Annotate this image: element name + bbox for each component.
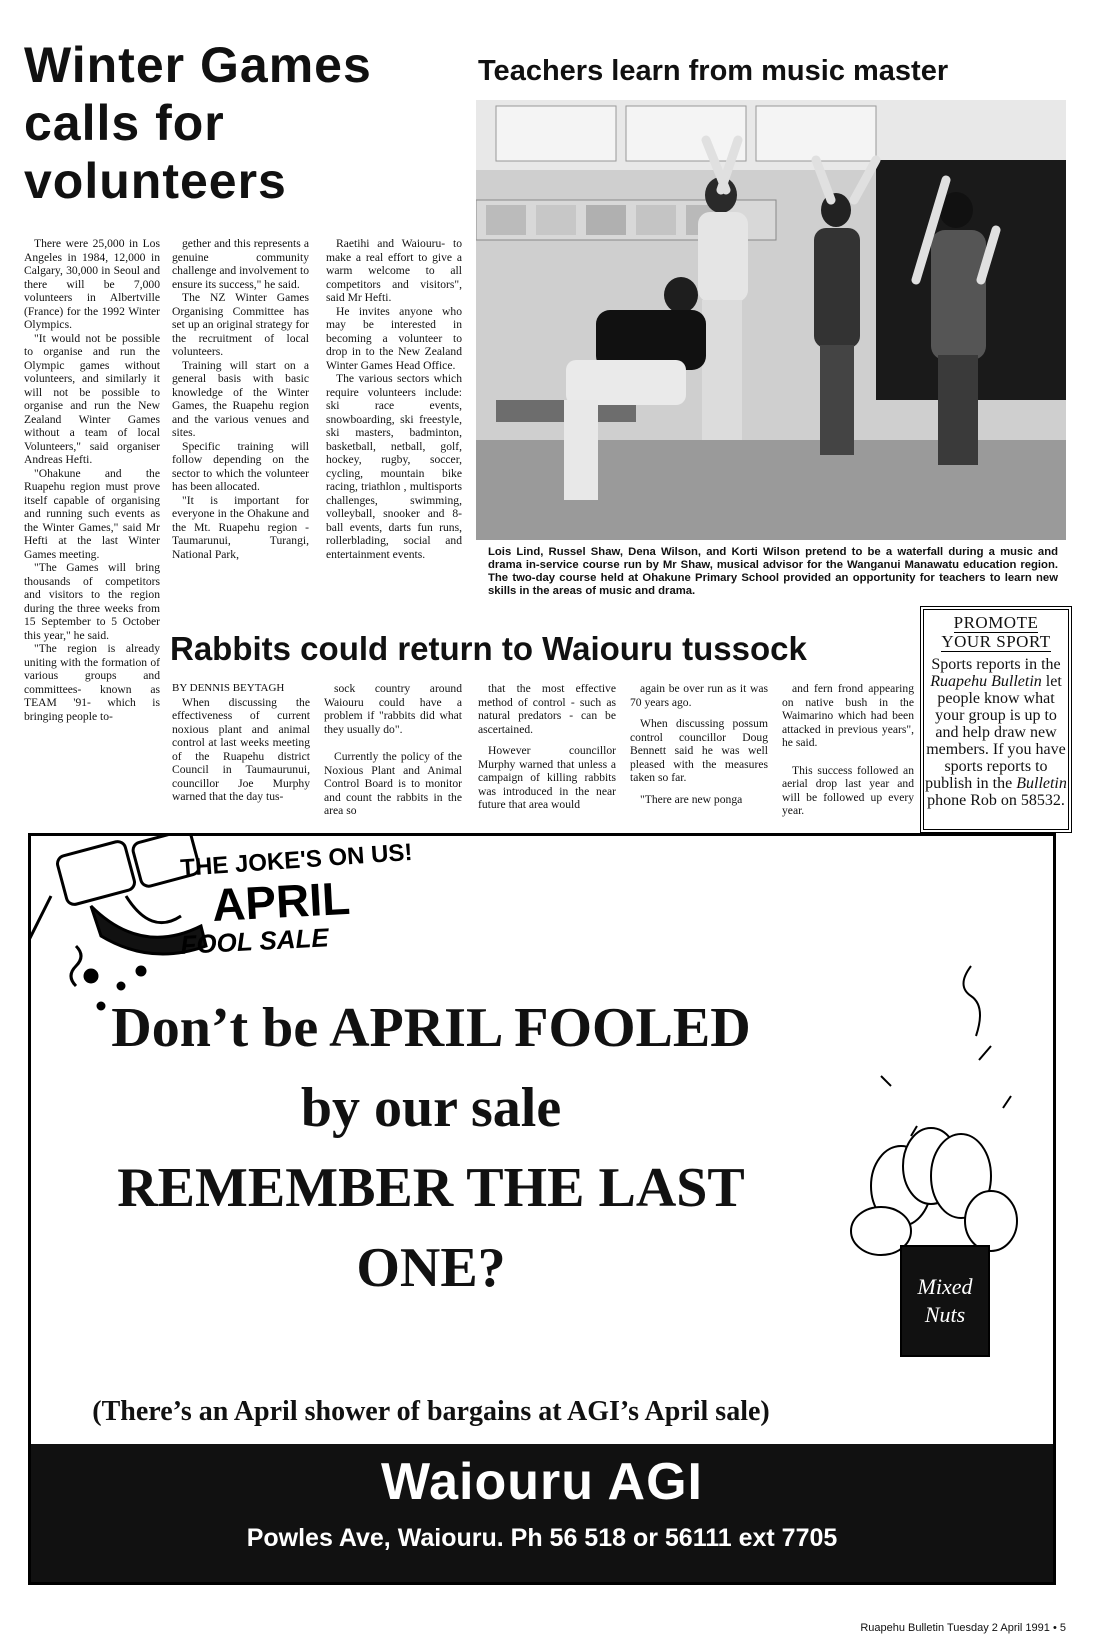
- page-footer: Ruapehu Bulletin Tuesday 2 April 1991 • 5: [860, 1622, 1066, 1634]
- april-fool-sale-advert: [28, 833, 1056, 1585]
- paragraph: When discussing possum control councillor Doug Bennett said he was well pleased with the measures taken so far.: [630, 717, 768, 784]
- promote-your-sport-box: [920, 606, 1072, 833]
- winter-article-column-2: [172, 237, 309, 617]
- paragraph: This success followed an aerial drop last year and will be followed up every year.: [782, 763, 914, 817]
- paragraph: Raetihi and Waiouru- to make a real effort to give a warm welcome to all competitors and visitors", said Mr Hefti.: [326, 237, 462, 304]
- rabbits-article-column-2: [324, 682, 462, 828]
- rabbits-article-column-1: [172, 682, 310, 828]
- rabbits-article-column-3: [478, 682, 616, 828]
- rabbits-headline: Rabbits could return to Waiouru tussock: [170, 630, 807, 667]
- ad-line-2: by our sale: [300, 1077, 562, 1139]
- store-address: Powles Ave, Waiouru. Ph 56 518 or 56111 ext 7705: [246, 1524, 838, 1552]
- rabbits-article-column-5: [782, 682, 914, 828]
- rabbits-article-column-4: [630, 682, 768, 828]
- ad-shower-line: (There’s an April shower of bargains at AGI’s April sale): [92, 1396, 770, 1427]
- ad-footer-bar: [31, 1444, 1053, 1582]
- paragraph: "There are new ponga: [640, 792, 743, 806]
- can-label-nuts: Nuts: [924, 1302, 966, 1327]
- paragraph: "The region is already uniting with the formation of various groups and committees- known as TEAM '91- which is bringing people to-: [24, 642, 160, 723]
- winter-games-headline: [24, 36, 464, 210]
- photo-caption: Lois Lind, Russel Shaw, Dena Wilson, and Korti Wilson pretend to be a waterfall during a music and drama in-service course run by Mr Shaw, musical advisor for the Wanganui Manawatu education region. The two-day course held at Ohakune Primary School provided an opportunity for teachers to learn new skills in the areas of music and drama.: [488, 546, 1058, 597]
- paper-name: Ruapehu Bulletin: [930, 673, 1042, 690]
- paragraph: When discussing the effectiveness of current noxious plant and animal control at last weeks meeting of the Ruapehu district Council in Taumaurunui, councillor Joe Murphy warned that the day tus-: [172, 695, 310, 803]
- paragraph: He invites anyone who may be interested in becoming a volunteer to drop in to the New Zealand Winter Games Head Office.: [326, 304, 462, 372]
- paragraph: Specific training will follow depending on the sector to which the volunteer has been allocated.: [172, 439, 309, 493]
- paragraph: again be over run as it was 70 years ago.: [630, 682, 768, 709]
- paragraph: There were 25,000 in Los Angeles in 1984, 12,000 in Calgary, 30,000 in Seoul and there will be 7,000 volunteers in Albertville (France) for the 1992 Winter Olympics.: [24, 237, 160, 331]
- music-course-photo: [476, 100, 1066, 540]
- paragraph: Training will start on a general basis with basic knowledge of the Winter Games, the Ruapehu region and the various venues and sites.: [172, 358, 309, 439]
- ad-line-4: ONE?: [356, 1237, 506, 1299]
- fool-sale-text: FOOL SALE: [179, 922, 330, 960]
- paragraph: "It is important for everyone in the Ohakune and the Mt. Ruapehu region - Taumarunui, Turangi, National Park,: [172, 493, 309, 561]
- paragraph: sock country around Waiouru could have a problem if "rabbits did what they usually do".: [324, 682, 462, 736]
- byline: BY DENNIS BEYTAGH: [172, 682, 285, 694]
- bulletin-name: Bulletin: [1016, 775, 1067, 792]
- paragraph: Currently the policy of the Noxious Plant and Animal Control Board is to monitor and count the rabbits in the area so: [324, 750, 462, 817]
- winter-article-column-3: [326, 237, 462, 617]
- paragraph: that the most effective method of control - such as natural predators - can be ascertained.: [478, 682, 616, 736]
- paragraph: The various sectors which require volunteers include: ski race events, snowboarding, ski freestyle, ski masters, badminton, basketball, netball, golf, hockey, rugby, soccer, cycling, mountain bike racing, triathlon , multisports challenges, swimming, volleyball, snooker and 8-ball events, darts fun runs, rollerblading, social and entertainment events.: [326, 372, 462, 561]
- promote-heading: PROMOTE: [953, 613, 1039, 632]
- paragraph: The NZ Winter Games Organising Committee has set up an original strategy for the recruitment of local volunteers.: [172, 291, 309, 358]
- winter-headline-line-3: volunteers: [24, 153, 287, 209]
- paragraph: and fern frond appearing on native bush in the Waimarino which had been attacked in previous years", he said.: [782, 682, 914, 749]
- winter-headline-line-2: calls for: [24, 95, 225, 151]
- promote-subheading: YOUR SPORT: [941, 632, 1051, 651]
- teachers-headline: Teachers learn from music master: [478, 55, 949, 87]
- promote-text: Sports reports in the Ruapehu Bulletin let people know what your group is up to and help draw new members. If you have sports reports to publish in the Bulletin phone Rob on 58532.: [925, 656, 1067, 809]
- can-label-mixed: Mixed: [917, 1274, 973, 1299]
- april-text: APRIL: [210, 871, 352, 931]
- paragraph: "Ohakune and the Ruapehu region must prove itself capable of organising and running such events as the Winter Games," said Mr Hefti at the last Winter Games meeting.: [24, 466, 160, 561]
- jokes-on-us-text: THE JOKE'S ON US!: [179, 838, 414, 882]
- paragraph: gether and this represents a genuine community challenge and involvement to ensure its success," he said.: [172, 237, 309, 291]
- ad-line-3: REMEMBER THE LAST: [117, 1157, 745, 1219]
- winter-article-column-1: [24, 237, 160, 825]
- paragraph: "It would not be possible to organise and run the Olympic games without volunteers, and similarly it will not be possible to organise and run the New Zealand Winter Games without a team of local Volunteers," said organiser Andreas Hefti.: [24, 331, 160, 466]
- ad-line-1: Don’t be APRIL FOOLED: [111, 997, 751, 1059]
- paragraph: "The Games will bring thousands of competitors and visitors to the region during the three weeks from 15 September to 5 October this year," he said.: [24, 561, 160, 642]
- winter-headline-line-1: Winter Games: [24, 37, 372, 93]
- paragraph: However councillor Murphy warned that unless a campaign of killing rabbits was introduced in the near future that area would: [478, 744, 616, 811]
- store-name: Waiouru AGI: [380, 1453, 703, 1511]
